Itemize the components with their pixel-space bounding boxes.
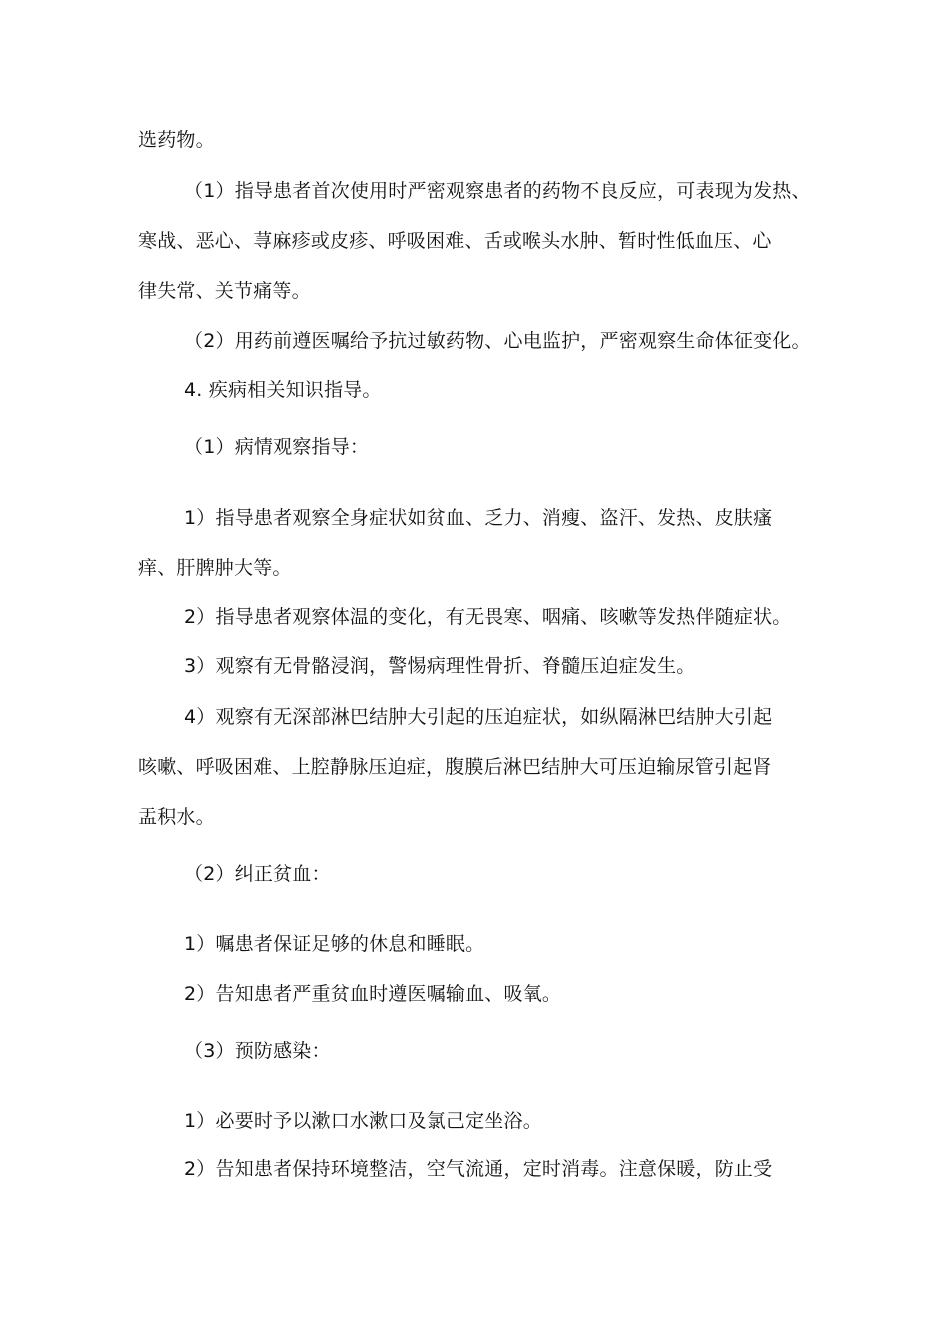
text-line: 律失常、关节痛等。 [138,280,311,302]
text-line: 4）观察有无深部淋巴结肿大引起的压迫症状，如纵隔淋巴结肿大引起 [184,706,773,728]
text-line: 2）告知患者保持环境整洁，空气流通，定时消毒。注意保暖，防止受 [184,1158,773,1180]
text-line: 3）观察有无骨骼浸润，警惕病理性骨折、脊髓压迫症发生。 [184,655,696,677]
subsection-heading: （2）纠正贫血： [184,863,331,885]
text-line: 痒、肝脾肿大等。 [138,557,292,579]
text-line: 2）告知患者严重贫血时遵医嘱输血、吸氧。 [184,983,562,1005]
text-line: 选药物。 [138,129,215,151]
text-line: 咳嗽、呼吸困难、上腔静脉压迫症，腹膜后淋巴结肿大可压迫输尿管引起肾 [138,756,772,778]
text-line: 寒战、恶心、荨麻疹或皮疹、呼吸困难、舌或喉头水肿、暂时性低血压、心 [138,230,772,252]
section-heading: 4. 疾病相关知识指导。 [184,379,382,401]
subsection-heading: （1）病情观察指导： [184,436,370,458]
text-line: 1）必要时予以漱口水漱口及氯己定坐浴。 [184,1110,542,1132]
text-line: 1）嘱患者保证足够的休息和睡眠。 [184,933,485,955]
text-line: （1）指导患者首次使用时严密观察患者的药物不良反应，可表现为发热、 [184,180,811,202]
text-line: 1）指导患者观察全身症状如贫血、乏力、消瘦、盗汗、发热、皮肤瘙 [184,507,773,529]
text-line: （2）用药前遵医嘱给予抗过敏药物、心电监护，严密观察生命体征变化。 [184,330,811,352]
text-line: 2）指导患者观察体温的变化，有无畏寒、咽痛、咳嗽等发热伴随症状。 [184,606,792,628]
subsection-heading: （3）预防感染： [184,1040,331,1062]
text-line: 盂积水。 [138,806,215,828]
